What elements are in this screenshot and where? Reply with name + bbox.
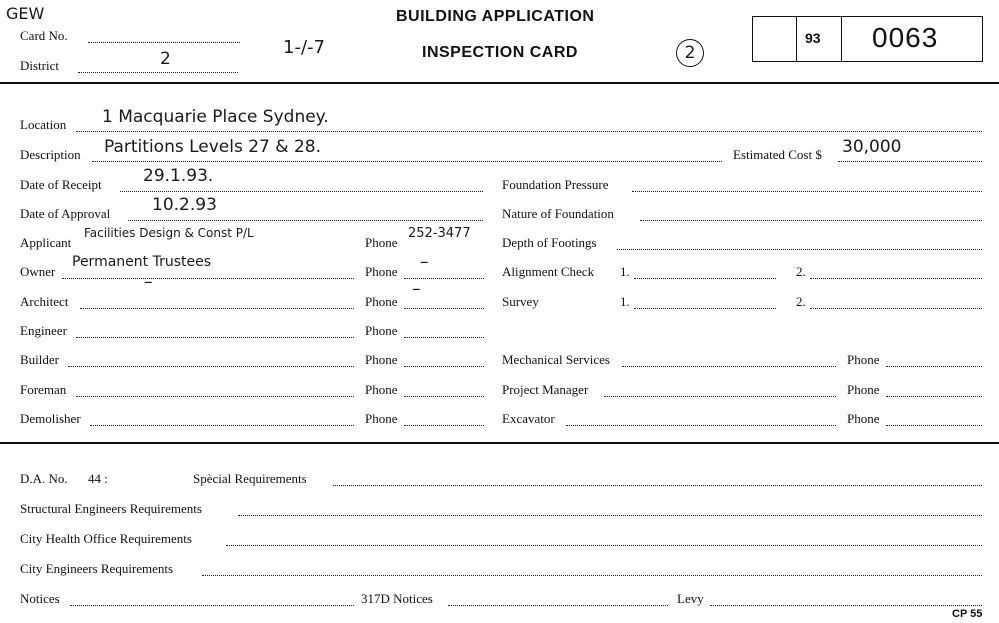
project-manager-label: Project Manager [502, 382, 589, 397]
city-engineers-requirements-label: City Engineers Requirements [20, 561, 174, 576]
location-label: Location [20, 117, 67, 132]
details-divider [0, 442, 999, 444]
applicant-phone-value: 252-3477 [408, 226, 471, 241]
date-approval-line [128, 220, 483, 221]
alignment-check-1-label: 1. [620, 264, 630, 279]
card-number: 0063 [872, 22, 939, 53]
demolisher-phone-line [404, 425, 484, 426]
survey-label: Survey [502, 294, 539, 309]
title-line-2: INSPECTION CARD [422, 44, 578, 61]
foundation-pressure-label: Foundation Pressure [502, 177, 609, 192]
demolisher-line [90, 425, 354, 426]
survey-1-line [634, 308, 776, 309]
architect-phone-label: Phone [365, 294, 398, 309]
architect-value: – [144, 272, 153, 292]
notices-line [70, 605, 354, 606]
architect-label: Architect [20, 294, 69, 309]
date-approval-label: Date of Approval [20, 206, 111, 221]
circled-number: 2 [676, 39, 704, 67]
city-engineers-requirements-line [202, 575, 982, 576]
demolisher-phone-label: Phone [365, 411, 398, 426]
date-receipt-value: 29.1.93. [143, 166, 214, 186]
nature-foundation-line [640, 220, 982, 221]
header-divider [0, 82, 999, 84]
card-mark: 1-/-7 [283, 37, 325, 58]
health-requirements-label: City Health Office Requirements [20, 531, 192, 546]
applicant-phone-label: Phone [365, 235, 398, 250]
estimated-cost-label: Estimated Cost $ [733, 147, 822, 162]
title-line-1: BUILDING APPLICATION [396, 8, 595, 25]
architect-line [80, 308, 354, 309]
date-approval-value: 10.2.93 [152, 195, 217, 215]
structural-requirements-line [238, 515, 982, 516]
estimated-cost-line [838, 161, 982, 162]
applicant-label: Applicant [20, 235, 72, 250]
district-label: District [20, 58, 59, 73]
builder-phone-label: Phone [365, 352, 398, 367]
da-no-value: 44 : [88, 471, 108, 486]
survey-2-label: 2. [796, 294, 806, 309]
alignment-check-label: Alignment Check [502, 264, 595, 279]
mechanical-services-line [622, 366, 836, 367]
district-line [78, 72, 238, 73]
depth-footings-label: Depth of Footings [502, 235, 597, 250]
excavator-line [566, 425, 836, 426]
location-line [76, 131, 982, 132]
excavator-phone-line [886, 425, 982, 426]
engineer-phone-label: Phone [365, 323, 398, 338]
owner-phone-value: – [420, 252, 429, 272]
description-label: Description [20, 147, 81, 162]
date-receipt-label: Date of Receipt [20, 177, 102, 192]
project-manager-phone-line [886, 396, 982, 397]
survey-1-label: 1. [620, 294, 630, 309]
owner-line [62, 278, 354, 279]
applicant-value: Facilities Design & Const P/L [84, 226, 254, 240]
date-receipt-line [120, 191, 483, 192]
notices-label: Notices [20, 591, 60, 606]
year-value: 93 [805, 30, 821, 46]
project-manager-phone-label: Phone [847, 382, 880, 397]
foreman-phone-line [404, 396, 484, 397]
card-number-box [752, 16, 983, 62]
survey-2-line [810, 308, 982, 309]
owner-value: Permanent Trustees [72, 254, 212, 270]
foreman-phone-label: Phone [365, 382, 398, 397]
notices-317d-label: 317D Notices [361, 591, 433, 606]
health-requirements-line [226, 545, 982, 546]
owner-phone-label: Phone [365, 264, 398, 279]
alignment-check-2-line [810, 278, 982, 279]
form-code: CP 55 [952, 608, 983, 620]
depth-footings-line [617, 249, 982, 250]
card-no-line [88, 42, 240, 43]
da-no-label: D.A. No. [20, 471, 68, 486]
mechanical-phone-label: Phone [847, 352, 880, 367]
owner-label: Owner [20, 264, 56, 279]
foreman-label: Foreman [20, 382, 67, 397]
project-manager-line [604, 396, 836, 397]
description-value: Partitions Levels 27 & 28. [104, 137, 321, 157]
nature-foundation-label: Nature of Foundation [502, 206, 614, 221]
levy-line [710, 605, 982, 606]
builder-label: Builder [20, 352, 59, 367]
notices-317d-line [448, 605, 668, 606]
mechanical-services-label: Mechanical Services [502, 352, 610, 367]
location-value: 1 Macquarie Place Sydney. [102, 107, 329, 127]
district-value: 2 [160, 49, 171, 69]
foundation-pressure-line [632, 191, 982, 192]
engineer-label: Engineer [20, 323, 67, 338]
corner-code: GEW [6, 4, 45, 23]
excavator-label: Excavator [502, 411, 555, 426]
description-line [92, 161, 722, 162]
levy-label: Levy [677, 591, 704, 606]
estimated-cost-value: 30,000 [842, 137, 902, 157]
special-requirements-line [333, 485, 982, 486]
demolisher-label: Demolisher [20, 411, 81, 426]
alignment-check-1-line [634, 278, 776, 279]
excavator-phone-label: Phone [847, 411, 880, 426]
special-requirements-label: Spècial Requirements [193, 471, 307, 486]
builder-line [68, 366, 354, 367]
structural-requirements-label: Structural Engineers Requirements [20, 501, 202, 516]
foreman-line [76, 396, 354, 397]
engineer-phone-line [404, 337, 484, 338]
mechanical-phone-line [886, 366, 982, 367]
card-no-label: Card No. [20, 28, 68, 43]
architect-phone-value: – [412, 279, 421, 299]
alignment-check-2-label: 2. [796, 264, 806, 279]
builder-phone-line [404, 366, 484, 367]
engineer-line [76, 337, 354, 338]
architect-phone-line [404, 308, 484, 309]
